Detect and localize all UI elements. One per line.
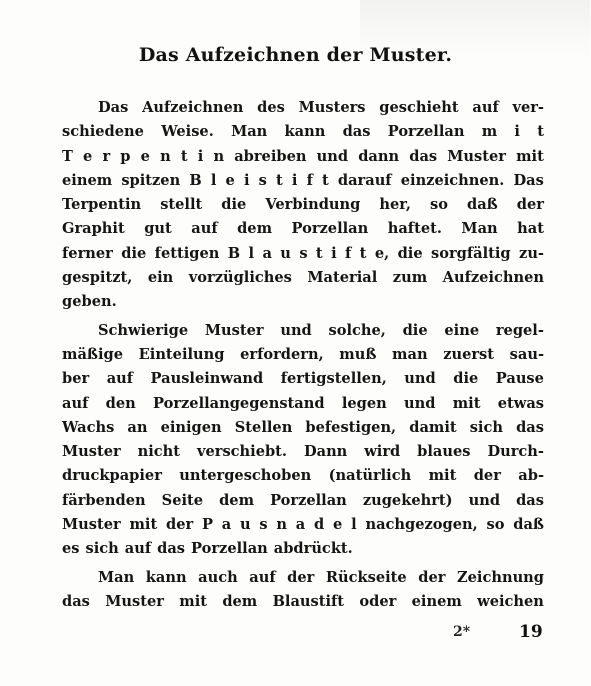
- word: Zeichnung: [456, 568, 544, 586]
- text-line: [62, 464, 544, 488]
- body-text: [62, 96, 544, 614]
- word: fertigstellen,: [280, 370, 387, 388]
- word: geschieht: [379, 99, 459, 116]
- word: auf: [62, 394, 89, 412]
- word: Porzellan: [191, 540, 268, 558]
- word: n: [276, 516, 288, 534]
- word: und: [316, 147, 349, 165]
- text-line: [62, 96, 544, 120]
- word: auf: [472, 99, 499, 116]
- word: fettigen: [154, 244, 220, 262]
- word: einem: [411, 592, 462, 610]
- text-line: [62, 217, 544, 241]
- word: r: [102, 147, 111, 165]
- word: zuerst: [443, 345, 495, 363]
- word: auch: [198, 568, 238, 586]
- text-line: [62, 193, 544, 217]
- word: t: [315, 244, 323, 262]
- word: ab-: [518, 467, 544, 485]
- word: kann: [284, 123, 326, 141]
- word: kann: [145, 568, 187, 586]
- word: so: [486, 516, 505, 534]
- text-line: [62, 242, 544, 266]
- word: die: [402, 321, 428, 339]
- word: daß: [466, 196, 498, 214]
- word: Pausleinwand: [150, 370, 264, 388]
- word: man: [392, 345, 428, 363]
- word: Blaustift: [272, 592, 345, 610]
- word: der: [418, 568, 446, 586]
- word: e: [225, 171, 235, 189]
- word: Durch-: [487, 443, 544, 461]
- word: P: [201, 516, 213, 534]
- word: dann: [358, 147, 400, 165]
- word: Das: [513, 171, 544, 189]
- word: f: [345, 244, 352, 262]
- word: nicht: [137, 443, 181, 461]
- word: und: [404, 370, 436, 388]
- text-line: [62, 290, 544, 314]
- text-line: [62, 566, 544, 590]
- word: untergeschoben: [179, 467, 312, 485]
- word: s: [299, 244, 308, 262]
- word: das: [516, 491, 544, 509]
- text-line: [62, 367, 544, 391]
- word: das: [62, 592, 90, 610]
- page-number: 19: [519, 622, 543, 642]
- word: Muster: [204, 321, 264, 339]
- word: das: [516, 418, 544, 436]
- word: e: [140, 147, 150, 165]
- word: mit: [179, 592, 207, 610]
- word: Das: [98, 99, 129, 116]
- word: zum: [392, 269, 428, 287]
- word: auf: [106, 370, 134, 388]
- word: Man: [98, 568, 135, 586]
- text-line: [62, 489, 544, 513]
- word: das: [342, 123, 371, 141]
- word: Porzellangegenstand: [153, 394, 325, 412]
- word: Pause: [495, 370, 544, 388]
- word: etwas: [497, 394, 544, 412]
- word: es: [62, 540, 80, 558]
- word: sich: [469, 418, 503, 436]
- word: Man: [231, 123, 268, 141]
- word: i: [514, 123, 520, 141]
- word: Muster: [62, 516, 121, 534]
- word: weichen: [477, 592, 544, 610]
- word: her,: [379, 196, 411, 214]
- word: daß: [513, 516, 544, 534]
- word: darauf: [337, 171, 392, 189]
- word: mit: [452, 394, 481, 412]
- word: der: [473, 467, 501, 485]
- word: zugekehrt): [362, 491, 453, 509]
- word: Muster: [447, 147, 506, 165]
- word: s: [259, 516, 268, 534]
- word: B: [189, 171, 202, 189]
- word: i: [291, 171, 298, 189]
- text-line: [62, 169, 544, 193]
- word: der: [166, 516, 194, 534]
- word: f: [306, 171, 313, 189]
- text-line: [62, 266, 544, 290]
- word: sich: [85, 540, 119, 558]
- word: mäßige: [62, 345, 124, 363]
- text-line: [62, 440, 544, 464]
- word: a: [295, 516, 306, 534]
- word: Rückseite: [325, 568, 407, 586]
- word: eine: [444, 321, 480, 339]
- word: einzeichnen.: [400, 171, 505, 189]
- text-line: [62, 145, 544, 169]
- word: (natürlich: [328, 467, 412, 485]
- word: t: [180, 147, 188, 165]
- word: die: [453, 370, 479, 388]
- word: verschiebt.: [196, 443, 288, 461]
- word: regel-: [495, 321, 544, 339]
- word: und: [468, 491, 501, 509]
- word: mit: [129, 516, 158, 534]
- signature-mark: 2*: [453, 624, 471, 640]
- word: abdrückt.: [273, 540, 353, 558]
- word: a: [262, 244, 272, 262]
- word: t: [537, 123, 544, 141]
- word: stellt: [160, 196, 203, 214]
- word: schiedene: [62, 123, 144, 141]
- word: Porzellan: [291, 220, 369, 238]
- word: so: [430, 196, 448, 214]
- text-line: [62, 590, 544, 614]
- word: vorzügliches: [188, 269, 292, 287]
- text-line: [62, 392, 544, 416]
- word: geben.: [62, 293, 117, 311]
- word: an: [127, 418, 148, 436]
- word: auf: [124, 540, 152, 558]
- word: das: [157, 540, 186, 558]
- word: Weise.: [161, 123, 214, 141]
- word: i: [197, 147, 204, 165]
- word: einigen: [160, 418, 222, 436]
- word: u: [280, 244, 291, 262]
- word: m: [481, 123, 498, 141]
- word: damit: [409, 418, 457, 436]
- word: Graphit: [62, 220, 125, 238]
- word: der: [516, 196, 544, 214]
- word: die: [121, 244, 147, 262]
- word: Aufzeichnen: [442, 269, 544, 287]
- word: n: [160, 147, 171, 165]
- word: dem: [219, 491, 255, 509]
- word: Terpentin: [62, 196, 142, 214]
- text-line: [62, 513, 544, 537]
- word: gut: [144, 220, 172, 238]
- word: druckpapier: [62, 467, 162, 485]
- word: die: [397, 244, 423, 262]
- word: dem: [237, 220, 273, 238]
- word: e: [333, 516, 343, 534]
- word: l: [210, 171, 217, 189]
- word: Schwierige: [98, 321, 189, 339]
- word: Porzellan: [270, 491, 347, 509]
- word: Muster: [62, 443, 121, 461]
- word: und: [404, 394, 436, 412]
- word: t: [276, 171, 283, 189]
- word: Seite: [161, 491, 204, 509]
- word: Muster: [105, 592, 164, 610]
- word: mit: [516, 147, 544, 165]
- word: spitzen: [121, 171, 181, 189]
- word: u: [239, 516, 251, 534]
- word: Man: [461, 220, 498, 238]
- word: i: [331, 244, 337, 262]
- word: wird: [364, 443, 401, 461]
- word: die: [221, 196, 247, 214]
- word: d: [314, 516, 325, 534]
- word: der: [287, 568, 315, 586]
- word: Material: [307, 269, 378, 287]
- word: färbenden: [62, 491, 146, 509]
- word: erfordern,: [240, 345, 324, 363]
- word: Aufzeichnen: [142, 99, 244, 116]
- word: Musters: [298, 99, 366, 116]
- word: l: [248, 244, 255, 262]
- word: mit: [428, 467, 457, 485]
- text-line: [62, 537, 544, 561]
- word: legen: [341, 394, 387, 412]
- word: gespitzt,: [62, 269, 133, 287]
- word: haftet.: [387, 220, 442, 238]
- word: t: [322, 171, 329, 189]
- word: sau-: [509, 345, 544, 363]
- word: ein: [147, 269, 174, 287]
- word: und: [280, 321, 312, 339]
- word: T: [62, 147, 73, 165]
- text-line: [62, 120, 544, 144]
- word: Einteilung: [138, 345, 225, 363]
- word: ver-: [512, 99, 544, 116]
- word: a: [221, 516, 232, 534]
- word: den: [105, 394, 136, 412]
- word: nachgezogen,: [365, 516, 478, 534]
- word: p: [120, 147, 131, 165]
- word: befestigen,: [305, 418, 397, 436]
- word: sorgfältig: [431, 244, 511, 262]
- word: Porzellan: [387, 123, 465, 141]
- word: Dann: [303, 443, 348, 461]
- word: e,: [374, 244, 390, 262]
- word: solche,: [328, 321, 386, 339]
- word: auf: [249, 568, 276, 586]
- word: Wachs: [62, 418, 115, 436]
- word: l: [351, 516, 357, 534]
- word: das: [409, 147, 438, 165]
- word: hat: [517, 220, 544, 238]
- word: einem: [62, 171, 113, 189]
- word: t: [359, 244, 367, 262]
- word: zu-: [519, 244, 544, 262]
- word: oder: [359, 592, 397, 610]
- word: Stellen: [234, 418, 293, 436]
- text-line: [62, 416, 544, 440]
- word: blaues: [417, 443, 471, 461]
- word: n: [213, 147, 225, 165]
- word: abreiben: [234, 147, 307, 165]
- word: s: [258, 171, 267, 189]
- word: auf: [191, 220, 218, 238]
- word: ber: [62, 370, 90, 388]
- word: dem: [222, 592, 258, 610]
- page-title: Das Aufzeichnen der Muster.: [138, 44, 453, 66]
- word: ferner: [62, 244, 113, 262]
- word: muß: [339, 345, 377, 363]
- word: des: [257, 99, 285, 116]
- word: Verbindung: [265, 196, 361, 214]
- text-line: [62, 319, 544, 343]
- text-line: [62, 343, 544, 367]
- word: e: [83, 147, 93, 165]
- word: i: [243, 171, 250, 189]
- word: B: [227, 244, 241, 262]
